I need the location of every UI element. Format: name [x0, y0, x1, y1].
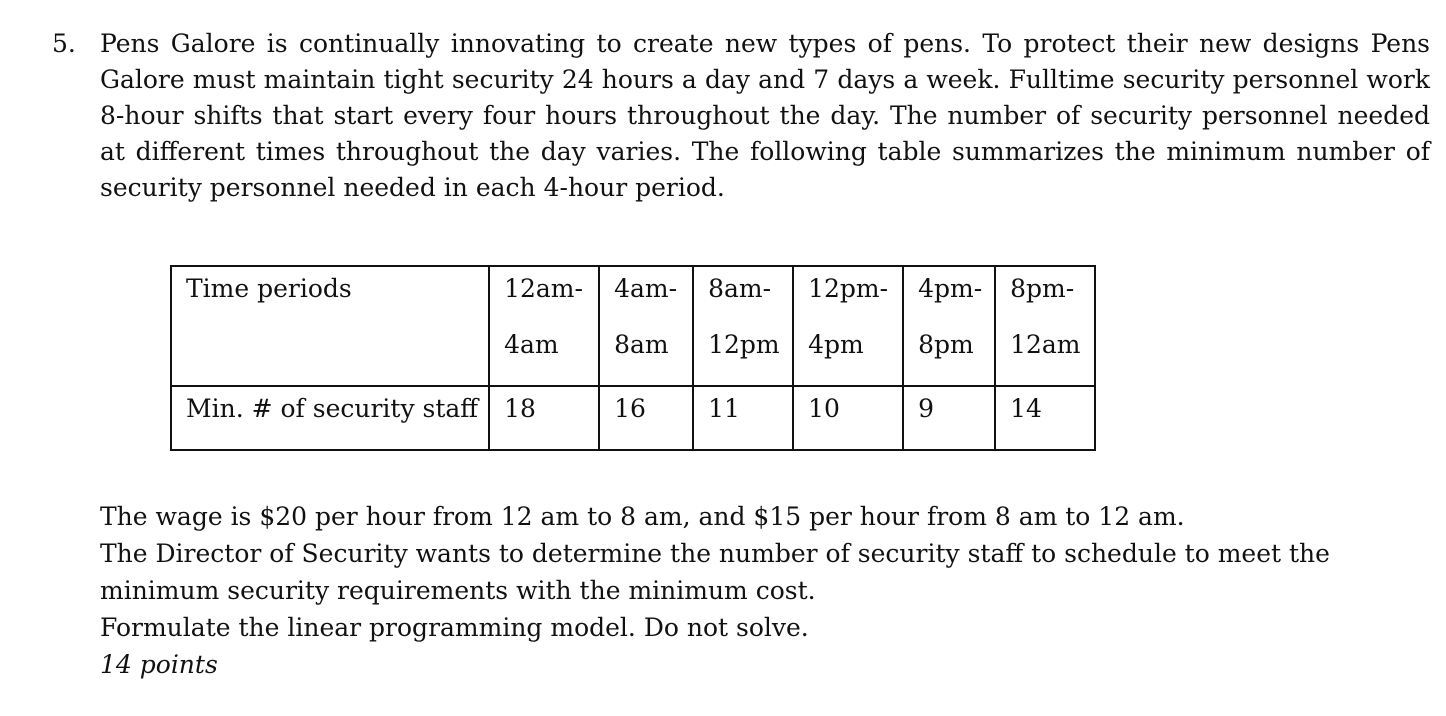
period-4pm-8pm: 4pm- 8pm: [903, 266, 995, 386]
question-text: Pens Galore is continually innovating to create new types of pens. To protect their new designs Pens Galore must maintain tight security 24 hours a day and 7 days a week. Fulltime security personnel work 8-hour shifts that start every four hours throughout the day. The number of security personnel needed at different times throughout the day varies. The following table summarizes the minimum number of security personnel needed in each 4-hour period.: [100, 29, 1430, 202]
period-8pm-12am: 8pm- 12am: [995, 266, 1095, 386]
table-row: [171, 386, 1095, 450]
period-8am-12pm: 8am- 12pm: [693, 266, 793, 386]
instruction-statement: Formulate the linear programming model. Do not solve.: [100, 613, 809, 642]
staff-value-4pm-8pm: 9: [903, 386, 995, 450]
staff-value-8am-12pm: 11: [693, 386, 793, 450]
staff-value-12pm-4pm: 10: [793, 386, 903, 450]
staff-value-8pm-12am: 14: [995, 386, 1095, 450]
wage-statement: The wage is $20 per hour from 12 am to 8 am, and $15 per hour from 8 am to 12 am.: [100, 502, 1185, 531]
security-staff-table: [170, 265, 1096, 451]
staff-value-4am-8am: 16: [599, 386, 693, 450]
time-periods-label: Time periods: [171, 266, 489, 386]
followup-text-block: [100, 498, 1430, 683]
period-12pm-4pm: 12pm- 4pm: [793, 266, 903, 386]
min-staff-label: Min. # of security staff: [171, 386, 489, 450]
question-number: 5.: [52, 29, 76, 58]
points-label: 14 points: [100, 650, 218, 679]
director-statement: The Director of Security wants to determine the number of security staff to schedule to meet the minimum security requirements with the minimum cost.: [100, 539, 1330, 605]
period-4am-8am: 4am- 8am: [599, 266, 693, 386]
staff-value-12am-4am: 18: [489, 386, 599, 450]
period-12am-4am: 12am- 4am: [489, 266, 599, 386]
table-header-row: [171, 266, 1095, 386]
